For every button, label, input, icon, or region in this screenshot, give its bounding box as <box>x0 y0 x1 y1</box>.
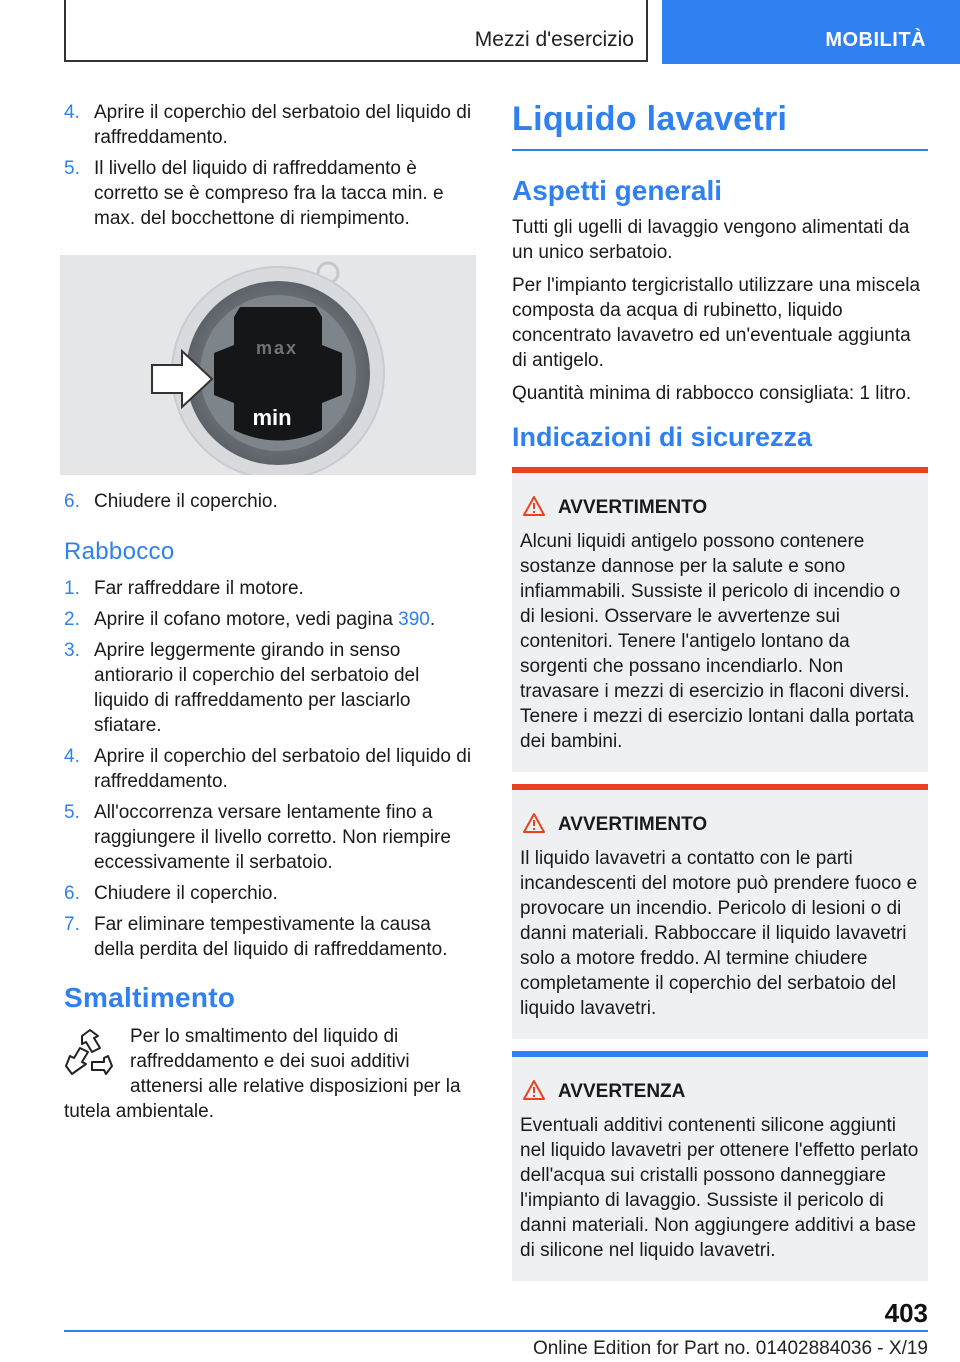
step-number: 3. <box>64 640 80 661</box>
disposal-note <box>64 1024 476 1124</box>
page-title: Liquido lavavetri <box>512 100 928 151</box>
list-item <box>64 638 476 738</box>
list-item <box>64 744 476 794</box>
step-text: Aprire il coperchio del serbatoio del liquido di raffreddamento. <box>94 746 472 792</box>
step-number: 4. <box>64 746 80 767</box>
step-text: Aprire il cofano motore, vedi pagina <box>94 609 399 630</box>
warning-title-text: AVVERTIMENTO <box>558 814 708 835</box>
list-item <box>64 881 476 906</box>
caution-title-text: AVVERTENZA <box>558 1081 686 1102</box>
min-mark-label: min <box>252 405 292 430</box>
list-item <box>64 576 476 601</box>
header-chapter-label: MOBILITÀ <box>825 29 926 51</box>
general-paragraph-3: Quantità minima di rabbocco consigliata: 1 litro. <box>512 383 912 404</box>
step-number: 7. <box>64 914 80 935</box>
step-text: Il livello del liquido di raffreddamento è corretto se è compreso fra la tacca min. e max. del bocchettone di riempimento. <box>94 158 444 229</box>
warning-title <box>520 495 920 521</box>
list-item <box>64 912 476 962</box>
step-number: 1. <box>64 578 80 599</box>
smaltimento-heading: Smaltimento <box>64 982 236 1013</box>
left-column <box>64 100 476 1124</box>
general-heading: Aspetti generali <box>512 175 723 206</box>
step-number: 6. <box>64 491 80 512</box>
step-text-tail: . <box>429 609 436 630</box>
general-paragraph-2: Per l'impianto tergicristallo utilizzare una miscela composta da acqua di rubinetto, liquido concentrato lavavetro ed un'eventuale aggiunta di antigelo. <box>512 275 921 371</box>
step-number: 5. <box>64 802 80 823</box>
list-item <box>64 607 476 632</box>
footer-divider <box>64 1330 928 1332</box>
warning-triangle-icon <box>522 495 546 517</box>
warning-text: Il liquido lavavetri a contatto con le parti incandescenti del motore può prendere fuoco e provocare un incendio. Pericolo di lesioni o di danni materiali. Rabboccare il liquido lavavetri solo a motore freddo. Al termine chiudere completamente il coperchio del serbatoio del liquido lavavetri. <box>520 848 918 1019</box>
warning-box <box>512 467 928 772</box>
step-number: 6. <box>64 883 80 904</box>
recycle-icon <box>64 1028 116 1080</box>
max-mark-label: max <box>255 338 299 358</box>
step-text: Far eliminare tempestivamente la causa della perdita del liquido di raffreddamento. <box>94 914 448 960</box>
coolant-cap-photo <box>60 255 476 475</box>
warning-title-text: AVVERTIMENTO <box>558 497 708 518</box>
step-text: Chiudere il coperchio. <box>94 883 278 904</box>
caution-text: Eventuali additivi contenenti silicone aggiunti nel liquido lavavetri per ottenere l'effetto perlato dell'acqua sui cristalli possono danneggiare l'impianto di lavaggio. Sussiste il pericolo di danni materiali. Non aggiungere additivi a base di silicone nel liquido lavavetri. <box>520 1115 919 1261</box>
caution-title <box>520 1079 920 1105</box>
caution-box <box>512 1051 928 1281</box>
step-text: Aprire leggermente girando in senso antiorario il coperchio del serbatoio del liquido di raffreddamento per lasciarlo sfiatare. <box>94 640 420 736</box>
list-item <box>64 800 476 875</box>
list-item <box>64 489 476 514</box>
warning-triangle-icon <box>522 812 546 834</box>
rabbocco-heading: Rabbocco <box>64 538 175 565</box>
footer-edition: Online Edition for Part no. 01402884036 - X/19 <box>532 1338 928 1359</box>
general-paragraph-1: Tutti gli ugelli di lavaggio vengono alimentati da un unico serbatoio. <box>512 217 910 263</box>
step-text: Far raffreddare il motore. <box>94 578 304 599</box>
page-number: 403 <box>884 1298 928 1328</box>
warning-title <box>520 812 920 838</box>
caution-triangle-icon <box>522 1079 546 1101</box>
step-text: All'occorrenza versare lentamente fino a raggiungere il livello corretto. Non riempire eccessivamente il serbatoio. <box>94 802 451 873</box>
list-item <box>64 100 476 150</box>
coolant-cap-illustration <box>60 255 476 475</box>
right-column <box>512 100 928 1293</box>
header-section-label: Mezzi d'esercizio <box>474 28 634 51</box>
header-chapter-tab <box>662 0 960 64</box>
step-number: 2. <box>64 609 80 630</box>
page-link[interactable]: 390 <box>398 609 430 630</box>
safety-heading: Indicazioni di sicurezza <box>512 422 813 452</box>
header-section-tab <box>64 0 648 62</box>
warning-box <box>512 784 928 1039</box>
step-number: 4. <box>64 102 80 123</box>
disposal-text: Per lo smaltimento del liquido di raffreddamento e dei suoi additivi attenersi alle relative disposizioni per la tutela ambientale. <box>64 1026 461 1122</box>
step-text: Chiudere il coperchio. <box>94 491 278 512</box>
list-item <box>64 156 476 231</box>
step-number: 5. <box>64 158 80 179</box>
warning-text: Alcuni liquidi antigelo possono contenere sostanze dannose per la salute e sono infiammabili. Sussiste il pericolo di incendio o di lesioni. Osservare le avvertenze sui contenitori. Tenere l'antigelo lontano da sorgenti che possano incendiarlo. Non travasare i mezzi di esercizio in flaconi diversi. Tenere i mezzi di esercizio lontani dalla portata dei bambini. <box>520 531 914 752</box>
step-text: Aprire il coperchio del serbatoio del liquido di raffreddamento. <box>94 102 472 148</box>
